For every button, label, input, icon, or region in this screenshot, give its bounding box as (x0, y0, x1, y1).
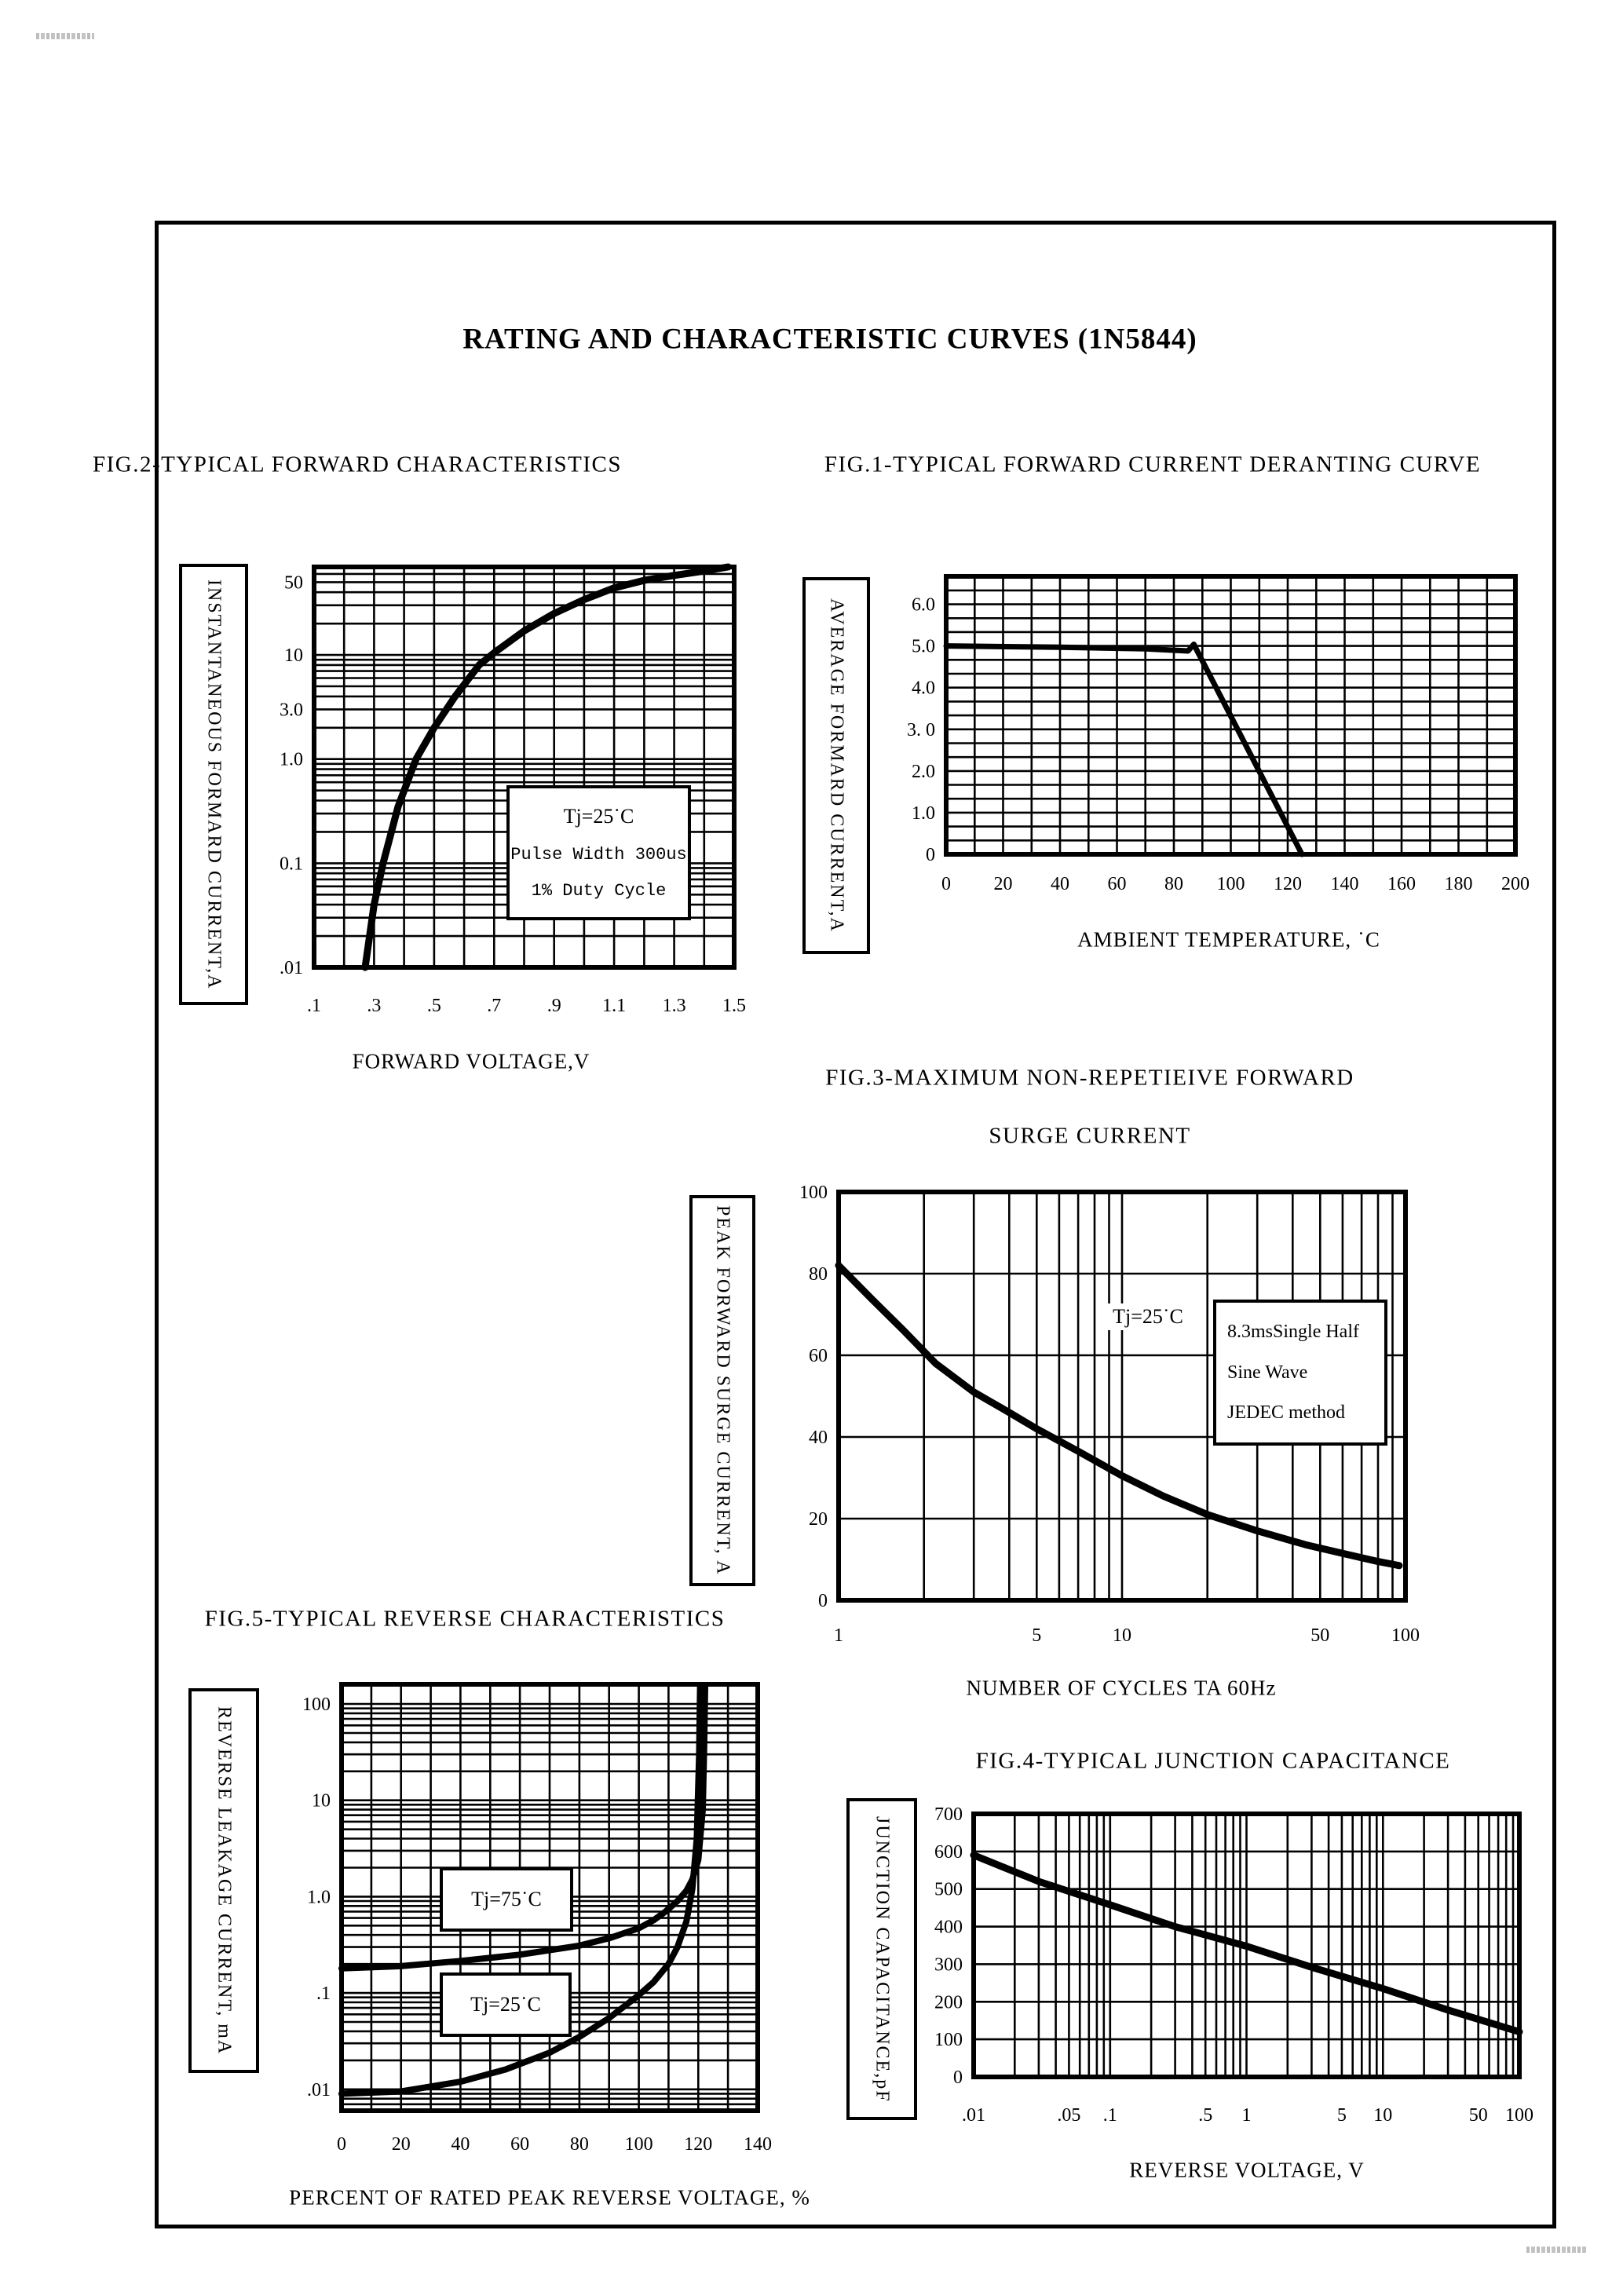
svg-text:50: 50 (284, 572, 303, 594)
svg-text:100: 100 (934, 2030, 963, 2051)
svg-text:4.0: 4.0 (912, 678, 935, 699)
svg-text:40: 40 (1051, 874, 1069, 894)
fig4-title: FIG.4-TYPICAL JUNCTION CAPACITANCE (975, 1748, 1451, 1774)
svg-text:40: 40 (809, 1428, 828, 1448)
fig3-condition-line3: JEDEC method (1227, 1402, 1345, 1423)
fig3-condition-tj: Tj=25˙C (1106, 1303, 1190, 1330)
svg-text:700: 700 (934, 1804, 963, 1825)
fig4-x-axis-title: REVERSE VOLTAGE, V (1129, 2158, 1365, 2182)
svg-text:400: 400 (934, 1917, 963, 1938)
svg-text:.1: .1 (307, 996, 321, 1016)
fig5-curve-label-75c: Tj=75˙C (471, 1888, 542, 1910)
svg-text:180: 180 (1444, 874, 1473, 894)
svg-text:100: 100 (302, 1695, 331, 1715)
svg-text:20: 20 (391, 2134, 411, 2155)
fig2-conditions-box (506, 785, 691, 920)
svg-text:100: 100 (1505, 2105, 1533, 2126)
fig4-y-axis-label: JUNCTION CAPACITANCE,pF (872, 1815, 893, 2103)
svg-text:3.0: 3.0 (280, 700, 303, 721)
fig1-x-axis-title: AMBIENT TEMPERATURE, ˙C (1077, 927, 1380, 952)
fig5-curve-label-75c-box (440, 1867, 573, 1932)
svg-text:0: 0 (941, 874, 951, 894)
page-title: RATING AND CHARACTERISTIC CURVES (1N5844) (462, 323, 1197, 356)
svg-text:.1: .1 (316, 1983, 331, 2005)
svg-text:120: 120 (1274, 874, 1302, 894)
svg-text:20: 20 (993, 874, 1013, 894)
svg-text:200: 200 (1501, 874, 1530, 894)
svg-text:600: 600 (934, 1841, 963, 1863)
fig3-conditions-box (1213, 1300, 1387, 1446)
svg-text:160: 160 (1387, 874, 1416, 894)
svg-text:3. 0: 3. 0 (907, 719, 935, 740)
fig3-condition-line2: Sine Wave (1227, 1362, 1308, 1383)
fig1-y-axis-label: AVERAGE FORMARD CURRENT,A (826, 598, 847, 933)
fig5-curve-label-25c-box (440, 1972, 572, 2037)
svg-text:100: 100 (1216, 874, 1245, 894)
svg-text:20: 20 (809, 1509, 828, 1530)
fig2-y-axis-label-box (179, 564, 248, 1005)
svg-text:1.3: 1.3 (662, 996, 686, 1016)
svg-text:1.0: 1.0 (280, 749, 303, 770)
svg-text:.5: .5 (1198, 2105, 1213, 2126)
watermark-smudge-bottom-right (1526, 2247, 1588, 2253)
svg-text:40: 40 (451, 2134, 470, 2155)
fig4-y-axis-label-box (846, 1798, 917, 2120)
svg-text:120: 120 (684, 2134, 713, 2155)
svg-text:0: 0 (953, 2067, 963, 2088)
svg-text:10: 10 (1373, 2105, 1393, 2126)
svg-text:6.0: 6.0 (912, 594, 935, 616)
svg-text:2.0: 2.0 (912, 761, 935, 782)
svg-text:1: 1 (1241, 2105, 1252, 2126)
svg-text:.1: .1 (1102, 2105, 1117, 2126)
svg-text:300: 300 (934, 1954, 963, 1976)
svg-text:1.5: 1.5 (722, 996, 746, 1016)
svg-text:500: 500 (934, 1879, 963, 1900)
svg-text:10: 10 (312, 1790, 331, 1812)
svg-text:1.1: 1.1 (602, 996, 627, 1016)
watermark-smudge-top-left (36, 33, 94, 39)
svg-text:100: 100 (1391, 1625, 1420, 1646)
svg-text:60: 60 (1107, 874, 1127, 894)
svg-text:100: 100 (624, 2134, 653, 2155)
fig5-y-axis-label-box (188, 1688, 259, 2073)
fig5-curve-label-25c: Tj=25˙C (470, 1993, 541, 2016)
svg-text:5.0: 5.0 (912, 636, 935, 657)
svg-text:.3: .3 (367, 996, 382, 1016)
fig1-title: FIG.1-TYPICAL FORWARD CURRENT DERANTING CURVE (824, 452, 1482, 477)
svg-text:.7: .7 (487, 996, 502, 1016)
svg-text:.01: .01 (962, 2105, 985, 2126)
fig3-title-line2: SURGE CURRENT (989, 1123, 1191, 1149)
svg-text:60: 60 (510, 2134, 530, 2155)
fig2-title: FIG.2-TYPICAL FORWARD CHARACTERISTICS (93, 452, 622, 477)
fig5-x-axis-title: PERCENT OF RATED PEAK REVERSE VOLTAGE, % (289, 2185, 810, 2210)
fig3-x-axis-title: NUMBER OF CYCLES TA 60Hz (966, 1676, 1277, 1700)
fig2-y-axis-label: INSTANTANEOUS FORMARD CURRENT,A (203, 579, 225, 990)
svg-text:.5: .5 (426, 996, 441, 1016)
svg-text:.9: .9 (546, 996, 561, 1016)
fig3-title-line1: FIG.3-MAXIMUM NON-REPETIEIVE FORWARD (825, 1065, 1354, 1091)
svg-text:80: 80 (569, 2134, 589, 2155)
fig2-condition-duty-cycle: 1% Duty Cycle (531, 881, 667, 901)
svg-text:5: 5 (1032, 1625, 1042, 1646)
svg-text:10: 10 (284, 645, 303, 667)
svg-text:80: 80 (1164, 874, 1183, 894)
fig1-plot-area (907, 576, 1530, 894)
svg-text:0: 0 (926, 845, 935, 865)
svg-text:5: 5 (1336, 2105, 1347, 2126)
fig5-y-axis-label: REVERSE LEAKAGE CURRENT, mA (214, 1706, 235, 2056)
svg-text:1.0: 1.0 (912, 803, 935, 824)
fig1-y-axis-label-box (802, 577, 870, 954)
svg-text:50: 50 (1468, 2105, 1488, 2126)
svg-text:50: 50 (1310, 1625, 1330, 1646)
fig3-y-axis-label-box (689, 1195, 755, 1586)
fig5-title: FIG.5-TYPICAL REVERSE CHARACTERISTICS (204, 1606, 726, 1632)
svg-text:140: 140 (744, 2134, 772, 2155)
svg-text:0: 0 (337, 2134, 346, 2155)
fig3-y-axis-label: PEAK FORWARD SURGE CURRENT, A (712, 1205, 733, 1576)
svg-text:200: 200 (934, 1992, 963, 2013)
svg-text:0: 0 (818, 1591, 828, 1611)
svg-text:.05: .05 (1057, 2105, 1081, 2126)
fig3-condition-line1: 8.3msSingle Half (1227, 1322, 1359, 1343)
svg-text:.01: .01 (307, 2079, 331, 2100)
svg-text:60: 60 (809, 1346, 828, 1366)
svg-text:10: 10 (1113, 1625, 1131, 1646)
fig2-x-axis-title: FORWARD VOLTAGE,V (352, 1049, 590, 1073)
fig4-plot-area (934, 1804, 1533, 2126)
svg-text:1: 1 (834, 1625, 843, 1646)
svg-text:0.1: 0.1 (280, 854, 303, 875)
svg-text:140: 140 (1330, 874, 1359, 894)
fig2-condition-pulse-width: Pulse Width 300us (510, 845, 687, 865)
svg-text:1.0: 1.0 (307, 1887, 331, 1908)
fig2-condition-tj: Tj=25˙C (563, 805, 634, 828)
svg-text:100: 100 (799, 1183, 828, 1203)
svg-text:80: 80 (809, 1264, 828, 1285)
svg-text:.01: .01 (280, 958, 303, 978)
